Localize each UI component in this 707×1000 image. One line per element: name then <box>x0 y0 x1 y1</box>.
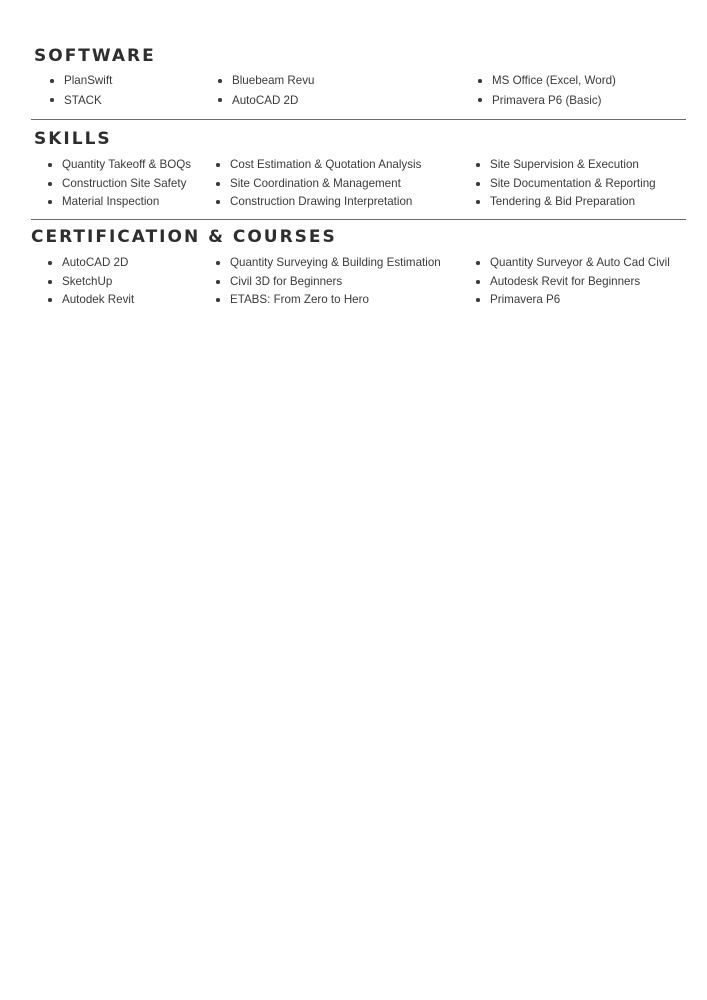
list-item: Material Inspection <box>48 193 191 212</box>
list-item: Bluebeam Revu <box>218 71 315 91</box>
section-divider <box>31 119 686 120</box>
list-item: Site Documentation & Reporting <box>476 175 656 194</box>
list-item: Quantity Surveyor & Auto Cad Civil <box>476 254 670 273</box>
skills-column-2 <box>216 156 421 212</box>
list-item: Autodesk Revit for Beginners <box>476 273 670 292</box>
software-column-1 <box>50 71 112 110</box>
list-item: Quantity Takeoff & BOQs <box>48 156 191 175</box>
list-item: Autodek Revit <box>48 291 134 310</box>
list-item: PlanSwift <box>50 71 112 91</box>
list-item: AutoCAD 2D <box>218 91 315 111</box>
software-column-2 <box>218 71 315 110</box>
list-item: Primavera P6 (Basic) <box>478 91 616 111</box>
list-item: Primavera P6 <box>476 291 670 310</box>
list-item: SketchUp <box>48 273 134 292</box>
section-title-skills: SKILLS <box>34 129 112 149</box>
list-item: STACK <box>50 91 112 111</box>
list-item: AutoCAD 2D <box>48 254 134 273</box>
section-title-software: SOFTWARE <box>34 46 156 66</box>
certs-column-2 <box>216 254 441 310</box>
list-item: Civil 3D for Beginners <box>216 273 441 292</box>
certs-column-1 <box>48 254 134 310</box>
skills-column-1 <box>48 156 191 212</box>
certs-column-3 <box>476 254 670 310</box>
list-item: ETABS: From Zero to Hero <box>216 291 441 310</box>
list-item: Construction Drawing Interpretation <box>216 193 421 212</box>
list-item: Tendering & Bid Preparation <box>476 193 656 212</box>
section-title-certification: CERTIFICATION & COURSES <box>31 227 337 247</box>
section-divider <box>31 219 686 220</box>
list-item: Quantity Surveying & Building Estimation <box>216 254 441 273</box>
list-item: Site Supervision & Execution <box>476 156 656 175</box>
list-item: MS Office (Excel, Word) <box>478 71 616 91</box>
list-item: Site Coordination & Management <box>216 175 421 194</box>
software-column-3 <box>478 71 616 110</box>
list-item: Cost Estimation & Quotation Analysis <box>216 156 421 175</box>
skills-column-3 <box>476 156 656 212</box>
list-item: Construction Site Safety <box>48 175 191 194</box>
